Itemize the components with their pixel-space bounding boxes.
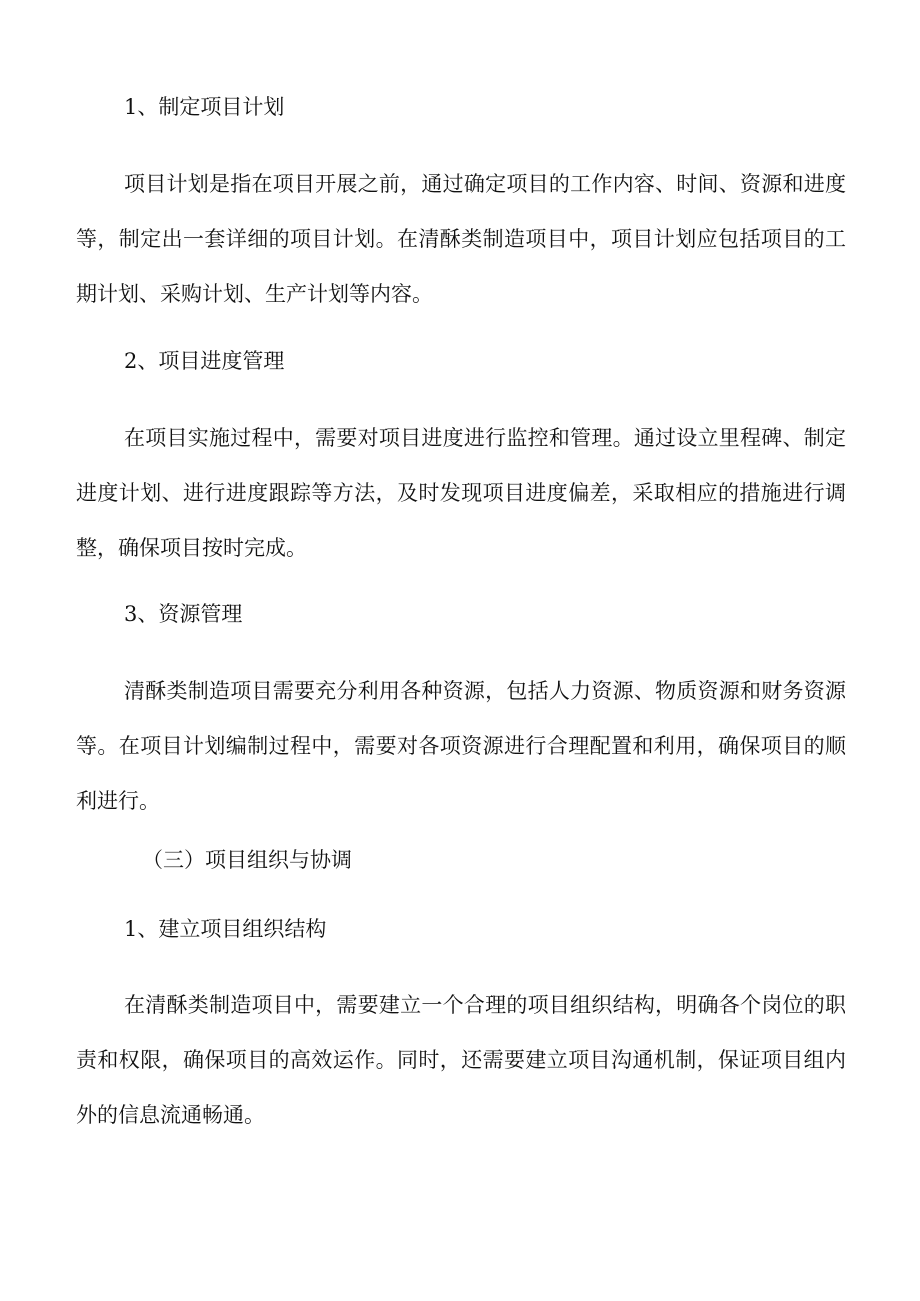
paragraph-progress-management: 在项目实施过程中，需要对项目进度进行监控和管理。通过设立里程碑、制定进度计划、进行进度跟踪等方法，及时发现项目进度偏差，采取相应的措施进行调整，确保项目按时完成。 <box>76 426 846 560</box>
heading-resource-management: 3、资源管理 <box>124 602 243 626</box>
paragraph-organization-structure: 在清酥类制造项目中，需要建立一个合理的项目组织结构，明确各个岗位的职责和权限，确保项目的高效运作。同时，还需要建立项目沟通机制，保证项目组内外的信息流通畅通。 <box>76 993 846 1127</box>
heading-project-plan: 1、制定项目计划 <box>124 95 285 119</box>
section-heading-organization: （三）项目组织与协调 <box>142 848 352 872</box>
heading-organization-structure: 1、建立项目组织结构 <box>124 917 327 941</box>
paragraph-project-plan: 项目计划是指在项目开展之前，通过确定项目的工作内容、时间、资源和进度等，制定出一套详细的项目计划。在清酥类制造项目中，项目计划应包括项目的工期计划、采购计划、生产计划等内容。 <box>76 172 846 306</box>
heading-progress-management: 2、项目进度管理 <box>124 349 285 373</box>
paragraph-resource-management: 清酥类制造项目需要充分利用各种资源，包括人力资源、物质资源和财务资源等。在项目计划编制过程中，需要对各项资源进行合理配置和利用，确保项目的顺利进行。 <box>76 679 846 813</box>
